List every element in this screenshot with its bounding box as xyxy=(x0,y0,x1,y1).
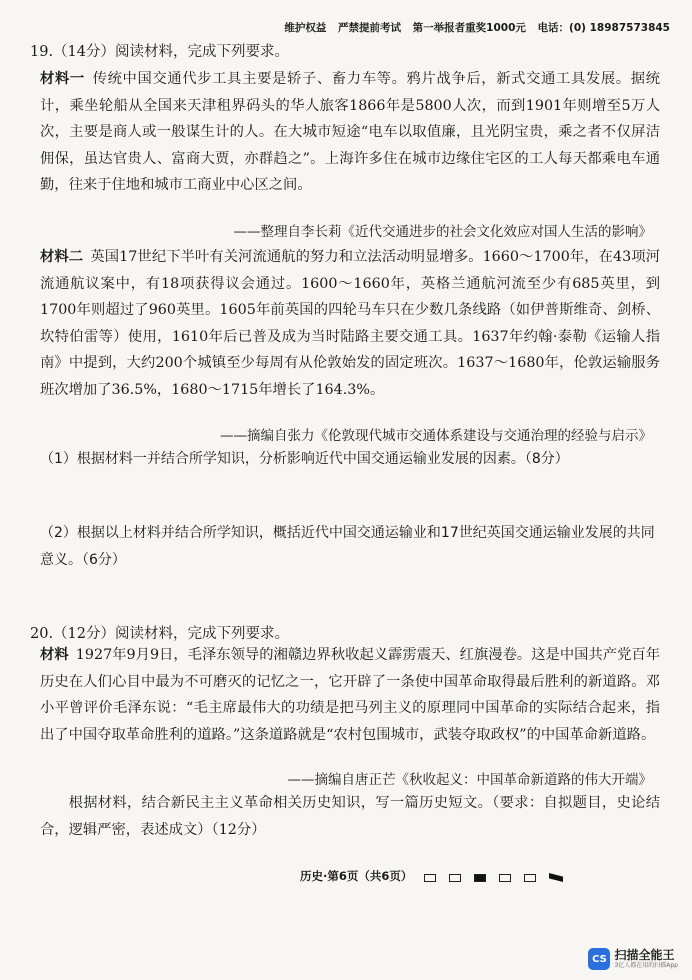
material-2 xyxy=(40,244,660,403)
material-20-label: 材料 xyxy=(40,647,69,663)
scan-markers xyxy=(424,870,576,884)
header-item: 第一举报者重奖1000元 xyxy=(412,22,526,34)
scanner-watermark xyxy=(588,948,678,970)
marker-empty xyxy=(524,874,536,882)
question-19-part-2: （2）根据以上材料并结合所学知识，概括近代中国交通运输业和17世纪英国交通运输业发展的共同意义。（6分） xyxy=(40,525,655,568)
question-19-part-1: （1）根据材料一并结合所学知识，分析影响近代中国交通运输业发展的因素。（8分） xyxy=(40,451,569,467)
material-2-source: ——摘编自张力《伦敦现代城市交通体系建设与交通治理的经验与启示》 xyxy=(220,428,652,444)
brand-slogan: 3亿人都在用的扫描App xyxy=(614,961,678,969)
marker-empty xyxy=(449,874,461,882)
material-1 xyxy=(40,66,660,199)
marker-empty xyxy=(424,874,436,882)
material-1-text: 传统中国交通代步工具主要是轿子、畜力车等。鸦片战争后，新式交通工具发展。据统计，乘坐轮船从全国来天津租界码头的华人旅客1866年是5800人次，而到1901年则增至5万人次，主要是商人或一般谋生计的人。在大城市短途“电车以取值廉，且光阴宝贵，乘之者不仅屏洁佣保，虽达官贵人、富商大贾，亦群趋之”。上海许多住在城市边缘住宅区的工人每天都乘电车通勤，往来于住地和城市工商业中心区之间。 xyxy=(40,71,660,193)
header-item: 电话：(0) 18987573845 xyxy=(537,22,670,34)
marker-empty xyxy=(499,874,511,882)
material-20-source: ——摘编自唐正芒《秋收起义：中国革命新道路的伟大开端》 xyxy=(287,772,652,788)
material-1-label: 材料一 xyxy=(40,71,85,87)
material-2-text: 英国17世纪下半叶有关河流通航的努力和立法活动明显增多。1660～1700年，在43项河流通航议案中，有18项获得议会通过。1600～1660年，英格兰通航河流至少有685英里，到1700年则超过了960英里。1605年前英国的四轮马车只在少数几条线路（如伊普斯维奇、剑桥、坎特伯雷等）使用，1610年后已普及成为当时陆路主要交通工具。1637年约翰·泰勒《运输人指南》中提到，大约200个城镇至少每周有从伦敦始发的固定班次。1637～1680年，伦敦运输服务班次增加了36.5%，1680～1715年增长了164.3%。 xyxy=(40,249,661,398)
header-item: 维护权益 xyxy=(284,22,327,34)
material-2-label: 材料二 xyxy=(40,249,84,265)
question-20-title: 20.（12分）阅读材料，完成下列要求。 xyxy=(30,626,290,642)
material-20-text: 1927年9月9日，毛泽东领导的湘赣边界秋收起义霹雳震天、红旗漫卷。这是中国共产党百年历史在人们心目中最为不可磨灭的记忆之一，它开辟了一条使中国革命取得最后胜利的新道路。邓小平曾评价毛泽东说：“毛主席最伟大的功绩是把马列主义的原理同中国革命的实际结合起来，指出了中国夺取革命胜利的道路。”这条道路就是“农村包围城市，武装夺取政权”的中国革命新道路。 xyxy=(40,647,661,743)
marker-filled xyxy=(474,874,486,882)
question-19-title: 19.（14分）阅读材料，完成下列要求。 xyxy=(30,44,290,60)
question-20-task: 根据材料，结合新民主主义革命相关历史知识，写一篇历史短文。（要求：自拟题目，史论结合，逻辑严密，表述成文）（12分） xyxy=(40,795,660,838)
camscanner-logo-icon: CS xyxy=(588,948,610,970)
material-20 xyxy=(40,642,660,748)
header-item: 严禁提前考试 xyxy=(338,22,402,34)
marker-corner xyxy=(549,873,563,882)
page-number: 历史·第6页（共6页） xyxy=(300,869,413,883)
page-header xyxy=(240,20,670,35)
brand-name: 扫描全能王 xyxy=(614,947,675,962)
material-1-source: ——整理自李长莉《近代交通进步的社会文化效应对国人生活的影响》 xyxy=(233,224,652,240)
